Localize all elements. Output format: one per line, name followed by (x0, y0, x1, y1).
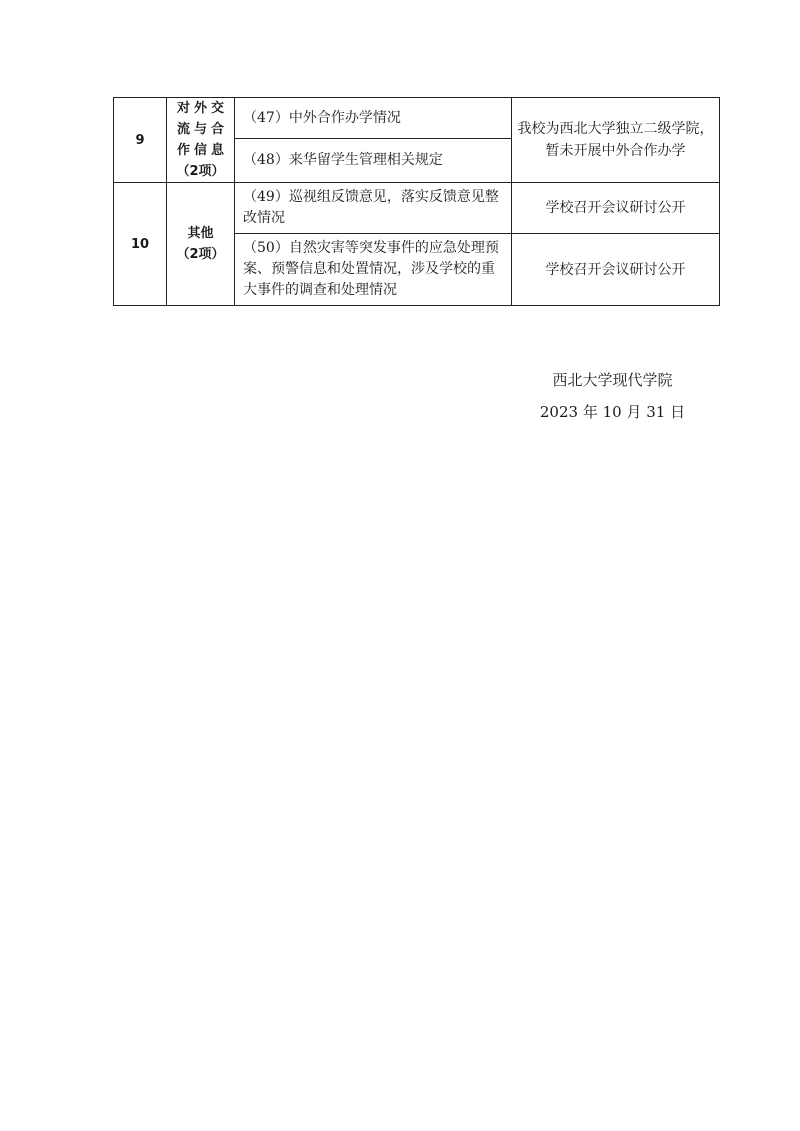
signature-date: 2023 年 10 月 31 日 (539, 403, 686, 421)
category-line: 对外交 (176, 101, 228, 116)
note-cell: 学校召开会议研讨公开 (512, 183, 720, 234)
category-line: 作信息 (176, 143, 228, 158)
table-row (114, 98, 720, 139)
category-cell (167, 98, 235, 183)
note-line: 暂未开展中外合作办学 (545, 143, 686, 159)
category-count: （2项） (176, 164, 225, 179)
category-cell (167, 183, 235, 306)
category-line: 其他 (187, 226, 214, 241)
signature-organization: 西北大学现代学院 (552, 371, 673, 389)
item-cell: （47）中外合作办学情况 (235, 98, 512, 139)
table-row (114, 183, 720, 234)
row-number: 9 (114, 98, 167, 183)
disclosure-table (113, 97, 720, 306)
row-number: 10 (114, 183, 167, 306)
note-cell (512, 98, 720, 183)
category-count: （2项） (176, 247, 225, 262)
note-line: 我校为西北大学独立二级学院， (517, 121, 714, 137)
category-line: 流与合 (176, 122, 228, 137)
item-cell: （50）自然灾害等突发事件的应急处理预案、预警信息和处置情况，涉及学校的重大事件的调查和处理情况 (235, 234, 512, 306)
item-cell: （48）来华留学生管理相关规定 (235, 139, 512, 183)
item-cell: （49）巡视组反馈意见，落实反馈意见整改情况 (235, 183, 512, 234)
note-cell: 学校召开会议研讨公开 (512, 234, 720, 306)
